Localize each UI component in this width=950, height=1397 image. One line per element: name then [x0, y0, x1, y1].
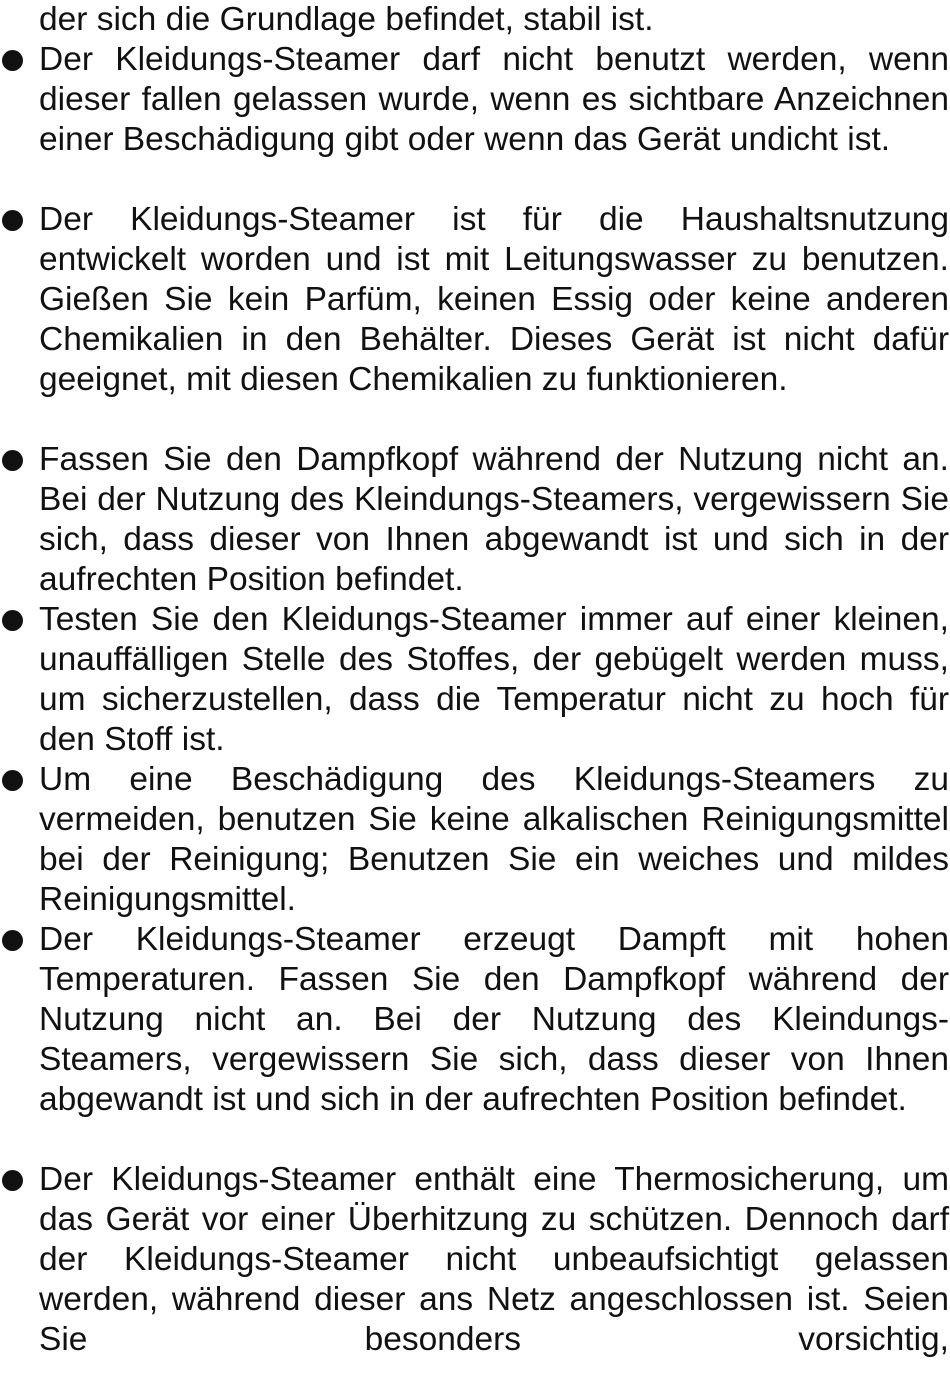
- list-item-text: Fassen Sie den Dampfkopf während der Nutzung nicht an. Bei der Nutzung des Kleindungs-Steamers, vergewissern Sie sich, dass dieser von Ihnen abgewandt ist und sich in der aufrechten Position befindet.: [39, 441, 949, 598]
- continuation-text: der sich die Grundlage befindet, stabil ist.: [39, 1, 654, 38]
- list-item-text: Testen Sie den Kleidungs-Steamer immer auf einer kleinen, unauffälligen Stelle des Stoffes, der gebügelt werden muss, um sicherzustellen, dass die Temperatur nicht zu hoch für den Stoff ist.: [39, 601, 949, 758]
- list-item-text: Der Kleidungs-Steamer ist für die Haushaltsnutzung entwickelt worden und ist mit Leitungswasser zu benutzen. Gießen Sie kein Parfüm, keinen Essig oder keine anderen Chemikalien in den Behälter. Dieses Gerät ist nicht dafür geeignet, mit diesen Chemikalien zu funktionieren.: [39, 201, 949, 398]
- bullet-icon: [2, 210, 23, 231]
- bullet-icon: [2, 610, 23, 631]
- list-item-text: Der Kleidungs-Steamer erzeugt Dampft mit hohen Temperaturen. Fassen Sie den Dampfkopf während der Nutzung nicht an. Bei der Nutzung des Kleindungs-Steamers, vergewissern Sie sich, dass dieser von Ihnen abgewandt ist und sich in der aufrechten Position befindet.: [39, 921, 949, 1118]
- bullet-icon: [2, 50, 23, 71]
- bullet-icon: [2, 1170, 23, 1191]
- list-item-text: Der Kleidungs-Steamer darf nicht benutzt werden, wenn dieser fallen gelassen wurde, wenn es sichtbare Anzeichnen einer Beschädigung gibt oder wenn das Gerät undicht ist.: [39, 41, 949, 158]
- bullet-icon: [2, 770, 23, 791]
- bullet-icon: [2, 930, 23, 951]
- list-item-text: Der Kleidungs-Steamer enthält eine Thermosicherung, um das Gerät vor einer Überhitzung zu schützen. Dennoch darf der Kleidungs-Steamer nicht unbeaufsichtigt gelassen werden, während dieser ans Netz angeschlossen ist. Seien Sie besonders vorsichtig,: [39, 1161, 949, 1358]
- list-item-text: Um eine Beschädigung des Kleidungs-Steamers zu vermeiden, benutzen Sie keine alkalischen Reinigungsmittel bei der Reinigung; Benutzen Sie ein weiches und mildes Reinigungsmittel.: [39, 761, 949, 918]
- bullet-icon: [2, 450, 23, 471]
